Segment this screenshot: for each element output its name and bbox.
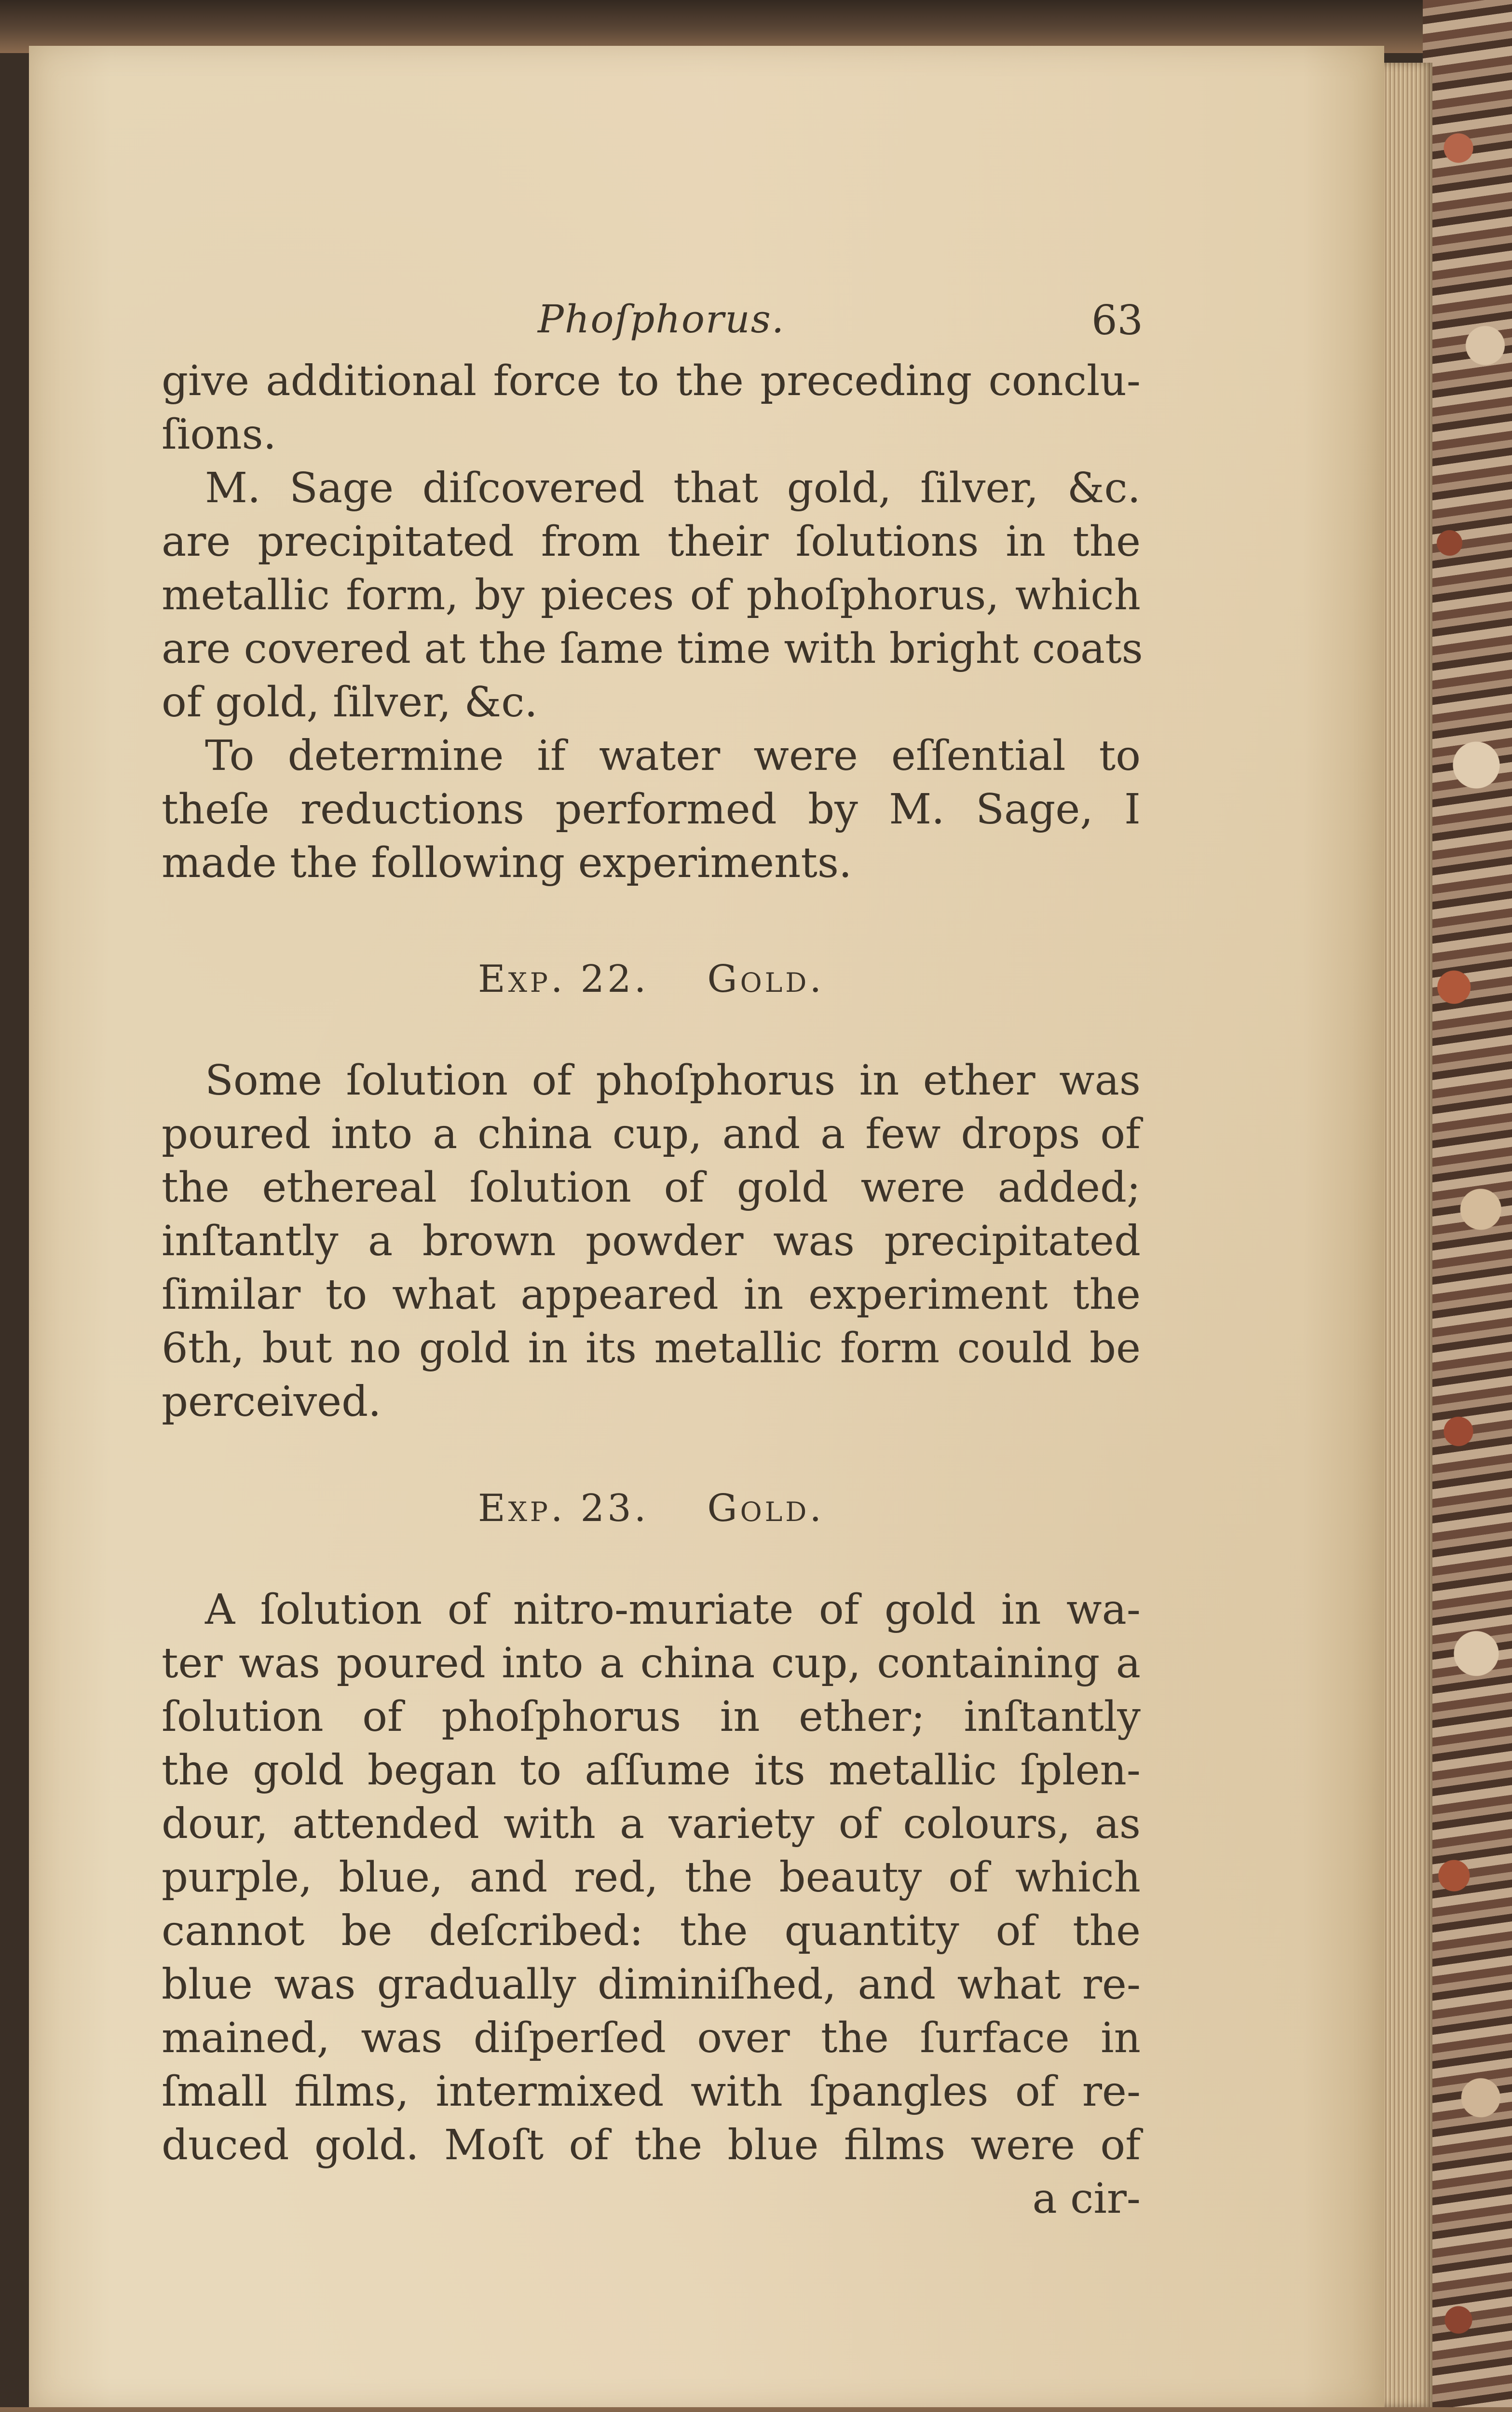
scan-border-bottom [0, 2407, 1512, 2412]
text-line: duced gold. Moſt of the blue films were of [162, 2121, 1141, 2169]
text-line: ſimilar to what appeared in experiment the [162, 1271, 1141, 1319]
text-line: made the following experiments. [162, 839, 852, 887]
text-line: To determine if water were eſſential to [205, 732, 1141, 780]
page-fore-edge [1379, 63, 1432, 2407]
text-line: M. Sage diſcovered that gold, ſilver, &c. [205, 464, 1141, 512]
text-line: Some ſolution of phoſphorus in ether was [205, 1056, 1141, 1105]
text-line: theſe reductions performed by M. Sage, I [162, 785, 1141, 834]
experiment-22-text [162, 1054, 1141, 1429]
paragraph-3 [162, 729, 1141, 890]
text-line: are precipitated from their ſolutions in the [162, 518, 1141, 566]
book-page [29, 46, 1384, 2410]
paragraph-2 [162, 462, 1141, 729]
text-line: perceived. [162, 1378, 381, 1426]
running-head [162, 287, 1141, 355]
text-line: dour, attended with a variety of colours, as [162, 1800, 1141, 1848]
text-line: purple, blue, and red, the beauty of which [162, 1853, 1141, 1902]
page-number: 63 [1091, 297, 1143, 344]
text-line: of gold, ſilver, &c. [162, 678, 538, 726]
experiment-number: Exp. 22. [477, 958, 649, 1001]
text-line: ſions. [162, 411, 276, 459]
marbled-cover-board [1423, 0, 1512, 2412]
experiment-number: Exp. 23. [477, 1487, 649, 1530]
paragraph-1 [162, 355, 1141, 462]
text-line: ſmall films, intermixed with ſpangles of re- [162, 2068, 1141, 2116]
text-line: the ethereal ſolution of gold were added; [162, 1164, 1141, 1212]
text-line: cannot be deſcribed: the quantity of the [162, 1907, 1141, 1955]
running-title: Phoſphorus. [538, 297, 785, 342]
text-line: A ſolution of nitro-muriate of gold in wa- [205, 1586, 1141, 1634]
text-line: mained, was diſperſed over the ſurface in [162, 2014, 1141, 2062]
text-block [162, 287, 1141, 2226]
text-line: give additional force to the preceding conclu- [162, 357, 1141, 405]
experiment-metal: Gold. [707, 1487, 825, 1530]
experiment-23-text [162, 1583, 1141, 2226]
text-line: ſolution of phoſphorus in ether; inſtantly [162, 1693, 1141, 1741]
experiment-heading-23 [162, 1487, 1141, 1530]
text-line: the gold began to aſſume its metallic ſplen- [162, 1746, 1141, 1795]
experiment-heading-22 [162, 958, 1141, 1001]
text-line: blue was gradually diminiſhed, and what re- [162, 1960, 1141, 2009]
experiment-metal: Gold. [707, 958, 825, 1001]
text-line: ter was poured into a china cup, containing a [162, 1639, 1141, 1687]
text-line: 6th, but no gold in its metallic form could be [162, 1324, 1141, 1372]
text-line: metallic form, by pieces of phoſphorus, which [162, 571, 1141, 619]
catchword: a cir- [1032, 2175, 1141, 2223]
scan-border-top [0, 0, 1512, 53]
text-line: inſtantly a brown powder was precipitated [162, 1217, 1141, 1265]
text-line: are covered at the ſame time with bright coats [162, 625, 1143, 673]
text-line: poured into a china cup, and a few drops of [162, 1110, 1141, 1158]
